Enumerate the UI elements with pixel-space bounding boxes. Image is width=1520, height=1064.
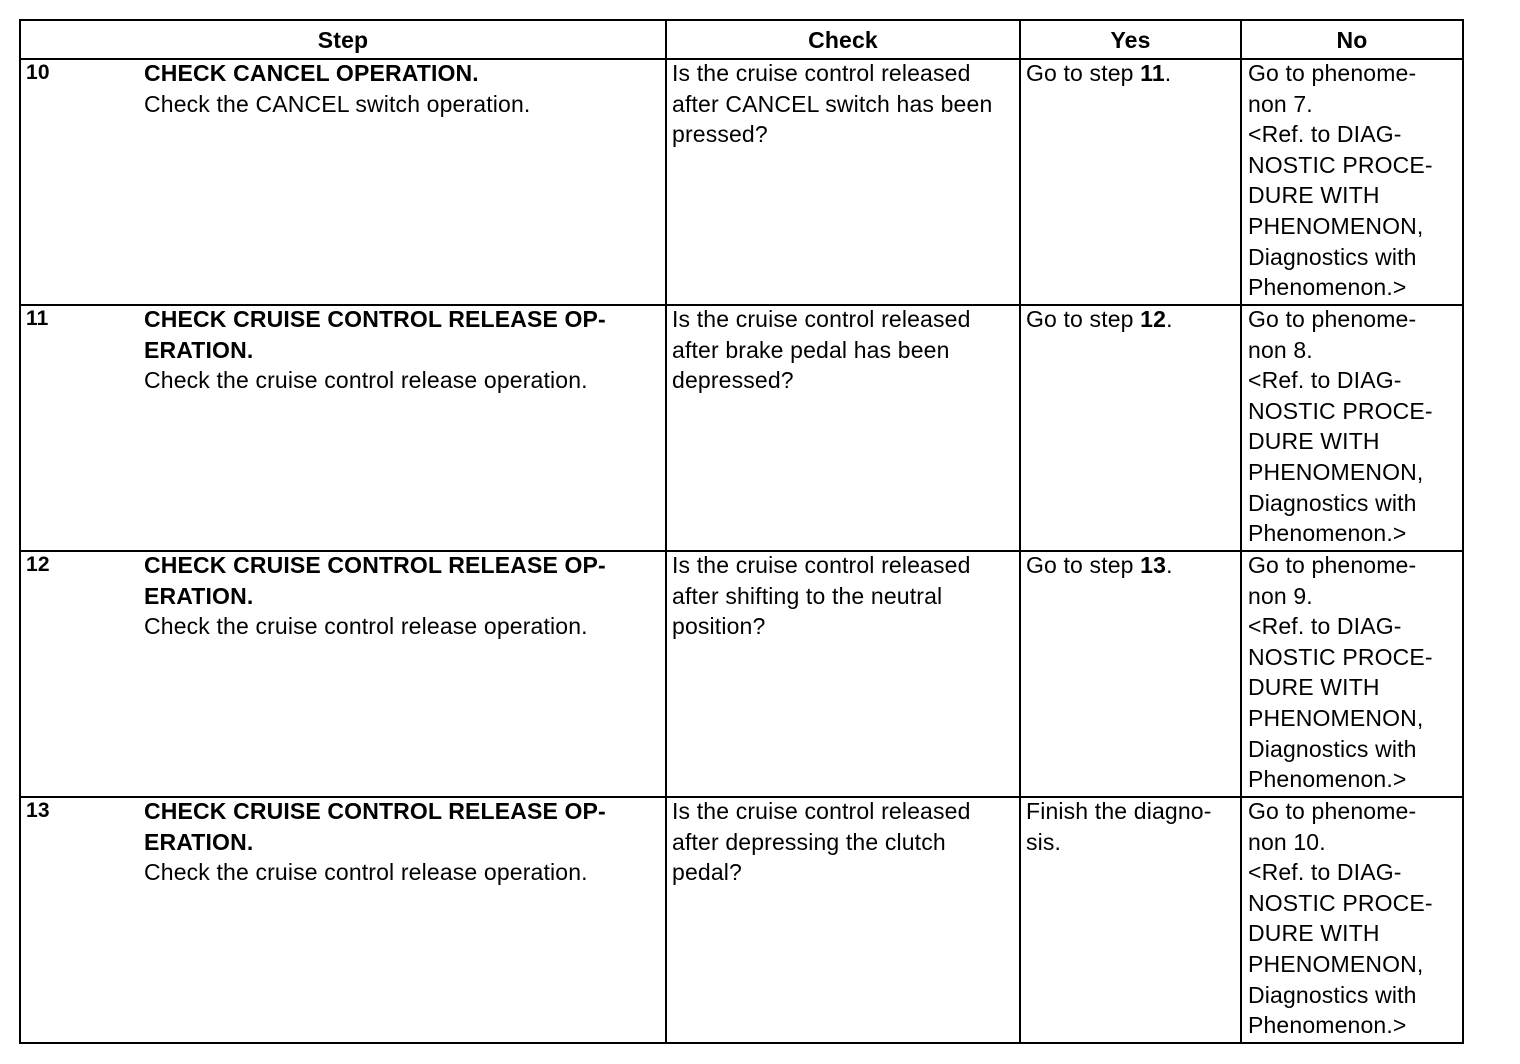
yes-step-link: 11 (1140, 60, 1165, 86)
no-text-line: Diagnostics with (1248, 243, 1417, 270)
yes-text-line: sis. (1026, 828, 1062, 855)
no-text-line: NOSTIC PROCE- (1248, 643, 1433, 670)
no-text (1248, 58, 1458, 303)
yes-text (1026, 550, 1236, 581)
no-text (1248, 304, 1458, 549)
diagnostic-table (19, 19, 1464, 1044)
no-text (1248, 550, 1458, 795)
no-text-line: DURE WITH (1248, 182, 1380, 209)
step-title: ERATION. (144, 336, 254, 363)
no-cell (1241, 797, 1463, 1043)
no-text-line: Phenomenon.> (1248, 1012, 1407, 1039)
step-description: Check the cruise control release operation. (144, 859, 588, 886)
no-text-line: Go to phenome- (1248, 306, 1417, 332)
check-text-line: after CANCEL switch has been (672, 90, 993, 117)
yes-cell (1020, 59, 1241, 305)
no-cell (1241, 305, 1463, 551)
step-text (144, 58, 659, 119)
no-text-line: NOSTIC PROCE- (1248, 151, 1433, 178)
step-title: CHECK CRUISE CONTROL RELEASE OP- (144, 798, 606, 824)
table-row (20, 59, 1463, 305)
header-check: Check (666, 20, 1020, 59)
check-text-line: pressed? (672, 121, 768, 148)
no-text-line: <Ref. to DIAG- (1248, 121, 1402, 148)
no-text-line: DURE WITH (1248, 674, 1380, 701)
no-text-line: non 10. (1248, 828, 1326, 855)
yes-suffix: . (1166, 552, 1173, 578)
step-number: 13 (26, 799, 50, 822)
check-cell (666, 305, 1020, 551)
yes-cell (1020, 305, 1241, 551)
step-title: CHECK CRUISE CONTROL RELEASE OP- (144, 552, 606, 578)
yes-prefix: Go to step (1026, 306, 1141, 332)
yes-step-link: 12 (1140, 306, 1167, 332)
yes-cell (1020, 797, 1241, 1043)
step-description: Check the CANCEL switch operation. (144, 90, 531, 117)
check-text-line: position? (672, 613, 766, 640)
step-cell (20, 797, 666, 1043)
check-cell (666, 797, 1020, 1043)
no-text-line: DURE WITH (1248, 428, 1380, 455)
table-row (20, 797, 1463, 1043)
no-text-line: non 9. (1248, 582, 1313, 609)
no-text-line: NOSTIC PROCE- (1248, 397, 1433, 424)
no-text-line: PHENOMENON, (1248, 950, 1424, 977)
check-text-line: Is the cruise control released (672, 798, 971, 824)
check-text-line: after shifting to the neutral (672, 582, 943, 609)
step-description: Check the cruise control release operation. (144, 367, 588, 394)
no-text-line: non 8. (1248, 336, 1313, 363)
no-text-line: Phenomenon.> (1248, 520, 1407, 547)
no-text-line: Phenomenon.> (1248, 274, 1407, 301)
no-text-line: NOSTIC PROCE- (1248, 889, 1433, 916)
table-header-row (20, 20, 1463, 59)
no-text (1248, 796, 1458, 1041)
step-title: CHECK CRUISE CONTROL RELEASE OP- (144, 306, 606, 332)
yes-suffix: . (1164, 60, 1172, 86)
step-text (144, 304, 659, 396)
no-text-line: non 7. (1248, 90, 1313, 117)
yes-text (1026, 304, 1236, 335)
no-text-line: PHENOMENON, (1248, 704, 1424, 731)
check-text-line: depressed? (672, 367, 794, 394)
yes-text (1026, 58, 1236, 89)
no-text-line: DURE WITH (1248, 920, 1380, 947)
no-text-line: <Ref. to DIAG- (1248, 367, 1402, 394)
step-description: Check the cruise control release operation. (144, 613, 588, 640)
step-title: CHECK CANCEL OPERATION. (144, 60, 479, 86)
check-text-line: Is the cruise control released (672, 552, 971, 578)
table-row (20, 305, 1463, 551)
yes-prefix: Go to step (1026, 60, 1141, 86)
check-text-line: after depressing the clutch (672, 828, 946, 855)
check-cell (666, 59, 1020, 305)
no-text-line: Go to phenome- (1248, 60, 1417, 86)
step-number: 11 (26, 307, 49, 330)
yes-text-line: Finish the diagno- (1026, 798, 1212, 824)
yes-prefix: Go to step (1026, 552, 1141, 578)
step-title: ERATION. (144, 582, 254, 609)
no-text-line: <Ref. to DIAG- (1248, 859, 1402, 886)
no-text-line: Diagnostics with (1248, 981, 1417, 1008)
header-step: Step (20, 20, 666, 59)
step-cell (20, 59, 666, 305)
yes-text (1026, 796, 1236, 857)
header-no: No (1241, 20, 1463, 59)
no-text-line: <Ref. to DIAG- (1248, 613, 1402, 640)
step-title: ERATION. (144, 828, 254, 855)
no-text-line: Phenomenon.> (1248, 766, 1407, 793)
no-text-line: PHENOMENON, (1248, 458, 1424, 485)
no-text-line: Diagnostics with (1248, 735, 1417, 762)
step-number: 10 (26, 61, 50, 84)
check-text-line: Is the cruise control released (672, 60, 971, 86)
check-text-line: after brake pedal has been (672, 336, 950, 363)
no-text-line: Go to phenome- (1248, 552, 1417, 578)
no-cell (1241, 551, 1463, 797)
table-row (20, 551, 1463, 797)
step-cell (20, 305, 666, 551)
header-yes: Yes (1020, 20, 1241, 59)
no-text-line: Diagnostics with (1248, 489, 1417, 516)
check-text-line: pedal? (672, 859, 742, 886)
step-cell (20, 551, 666, 797)
yes-step-link: 13 (1140, 552, 1167, 578)
yes-suffix: . (1166, 306, 1173, 332)
check-cell (666, 551, 1020, 797)
check-text-line: Is the cruise control released (672, 306, 971, 332)
no-cell (1241, 59, 1463, 305)
step-text (144, 550, 659, 642)
step-number: 12 (26, 553, 50, 576)
no-text-line: PHENOMENON, (1248, 212, 1424, 239)
step-text (144, 796, 659, 888)
no-text-line: Go to phenome- (1248, 798, 1417, 824)
yes-cell (1020, 551, 1241, 797)
